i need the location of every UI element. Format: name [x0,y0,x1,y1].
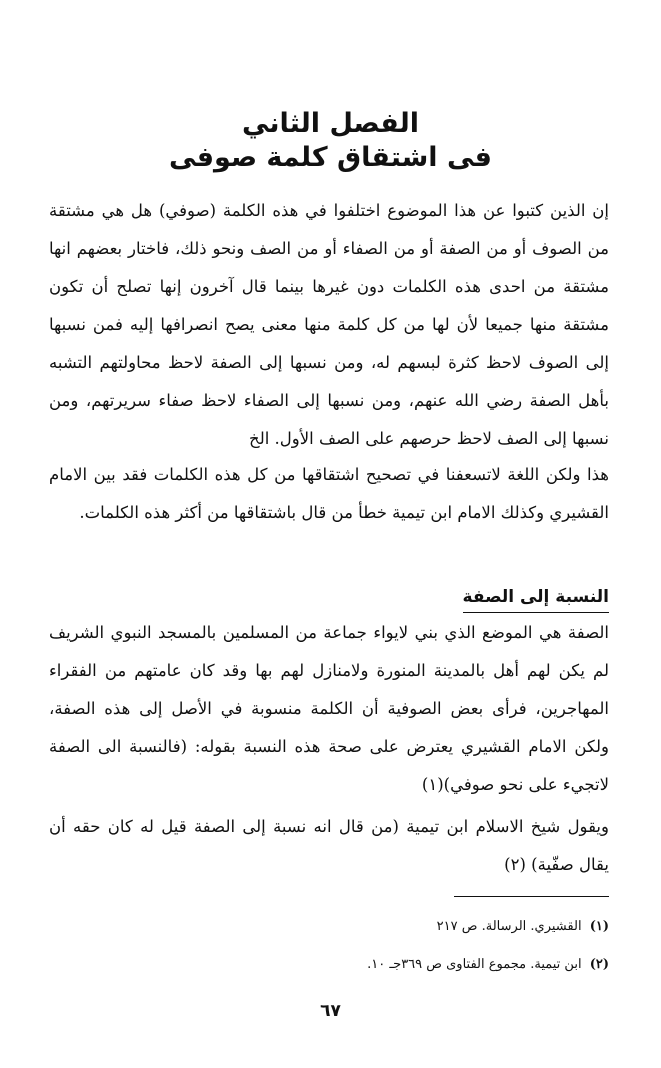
footnote-divider [454,896,609,897]
chapter-subtitle: فى اشتقاق كلمة صوفى [169,142,492,173]
footnote-1-text: القشيري. الرسالة. ص ٢١٧ [436,919,582,934]
section-heading: النسبة إلى الصفة [463,582,609,613]
footnote-2-text: ابن تيمية. مجموع الفتاوى ص ٣٦٩جـ ١٠. [367,957,582,972]
footnote-1 [437,916,609,938]
paragraph-ibn-taymiyya: ويقول شيخ الاسلام ابن تيمية (من قال انه نسبة إلى الصفة قيل له كان حقه أن يقال صفّية) (٢) [49,817,609,874]
footnote-2-number: (٢) [589,957,609,972]
chapter-title: الفصل الثاني [242,108,419,139]
paragraph-etymology-intro: إن الذين كتبوا عن هذا الموضوع اختلفوا في هذه الكلمة (صوفي) هل هي مشتقة من الصوف أو من الصفة أو من الصفاء أو من الصف ونحو ذلك، فاختار بعضهم انها مشتقة من احدى هذه الكلمات دون غيرها بينما قال آخرون إنها تصلح أن تكون مشتقة منها جميعا لأن لها من كل كلمة منها معنى يصح انصرافها إليه فمن نسبها إلى الصوف لاحظ كثرة لبسهم له، ومن نسبها إلى الصفة لاحظ محاولتهم التشبه بأهل الصفة رضي الله عنهم، ومن نسبها إلى الصفاء لاحظ صفاء سريرتهم، ومن نسبها إلى الصف لاحظ حرصهم على الصف الأول. الخ [49,201,609,448]
page-number: ٦٧ [320,1001,341,1021]
footnote-2 [367,954,609,976]
footnote-1-number: (١) [589,919,609,934]
paragraph-suffa: الصفة هي الموضع الذي بني لايواء جماعة من المسلمين بالمسجد النبوي الشريف لم يكن لهم أهل بالمدينة المنورة ولامنازل لهم بها وقد كان عامتهم من الفقراء المهاجرين، فرأى بعض الصوفية أن الكلمة منسوبة في الأصل إلى هذه الصفة، ولكن الامام القشيري يعترض على صحة هذه النسبة بقوله: (فالنسبة الى الصفة لاتجيء على نحو صوفي)(١) [49,623,609,794]
paragraph-language-note: هذا ولكن اللغة لاتسعفنا في تصحيح اشتقاقها من كل هذه الكلمات فقد بين الامام القشيري وكذلك الامام ابن تيمية خطأ من قال باشتقاقها من أكثر هذه الكلمات. [49,465,609,522]
